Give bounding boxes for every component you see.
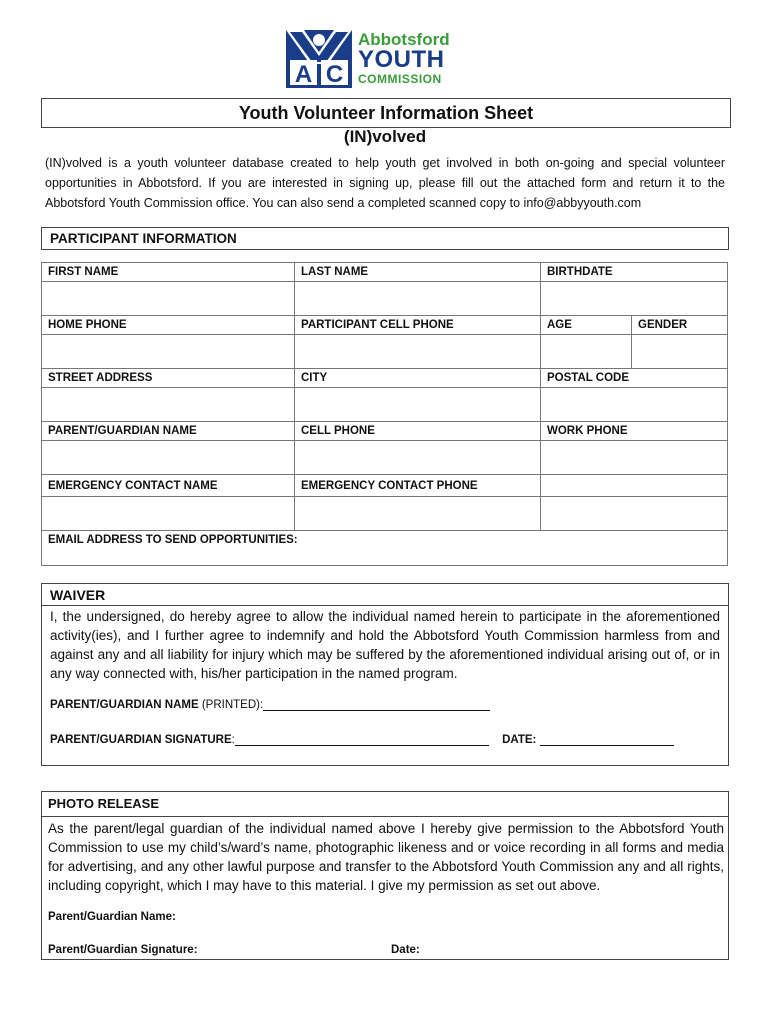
street-address-field[interactable] [42,388,295,422]
waiver-text: I, the undersigned, do hereby agree to allow the individual named herein to participate in the aforementioned activity(ies), and I further agree to indemnify and hold the Abbotsford Youth Commission harmless from and against any and all liability for injury which may be suffered by the aforementioned individual arising out of, or in any way connected with, his/her participation in the named program. [50,609,720,681]
guardian-name-label: PARENT/GUARDIAN NAME [42,422,295,441]
participant-section-heading: PARTICIPANT INFORMATION [41,227,729,250]
gender-field[interactable] [632,335,728,369]
age-label: AGE [541,316,632,335]
home-phone-label: HOME PHONE [42,316,295,335]
postal-code-label: POSTAL CODE [541,369,728,388]
title-box [41,98,731,128]
waiver-guardian-name-underline[interactable] [263,698,490,711]
waiver-signature-label: PARENT/GUARDIAN SIGNATURE [50,734,232,746]
photo-release-text: As the parent/legal guardian of the individual named above I hereby give permission to the Abbotsford Youth Commission to use my child’s/ward’s name, photographic likeness and or voice recording in all forms and media for advertising, and any other lawful purpose and transfer to the Abbotsford Youth Commission any and all rights, including copyright, which I may have to this material. I give my permission as set out above. [48,821,724,893]
gender-label: GENDER [632,316,728,335]
cell-phone-label: PARTICIPANT CELL PHONE [295,316,541,335]
logo-mark-icon [286,30,352,88]
guardian-name-field[interactable] [42,441,295,475]
logo-letter-c: C [325,61,344,88]
page-subtitle: (IN)volved [343,127,427,146]
waiver-printed-label: (PRINTED): [198,699,264,711]
waiver-heading: WAIVER [42,584,728,606]
photo-guardian-signature-label[interactable]: Parent/Guardian Signature: [48,944,198,956]
work-phone-field[interactable] [541,441,728,475]
waiver-signature-underline[interactable] [235,733,489,746]
guardian-cell-field[interactable] [295,441,541,475]
logo-line-youth: YOUTH [358,46,445,73]
intro-paragraph: (IN)volved is a youth volunteer database created to help youth get involved in both on-going and special volunteer opportunities in Abbotsford. If you are interested in signing up, please fill out the attached form and return it to the Abbotsford Youth Commission office. You can also send a completed scanned copy to info@abbyyouth.com [45,156,725,210]
emergency-extra-field[interactable] [541,497,728,531]
participant-table [41,262,728,566]
logo-line-abbotsford: Abbotsford [358,30,450,49]
first-name-field[interactable] [42,282,295,316]
waiver-signature-colon: : [231,734,235,746]
waiver-date-label: DATE: [502,734,540,746]
waiver-section [41,583,729,766]
street-address-label: STREET ADDRESS [42,369,295,388]
page-title: Youth Volunteer Information Sheet [238,103,534,123]
city-field[interactable] [295,388,541,422]
emergency-phone-label: EMERGENCY CONTACT PHONE [295,475,541,497]
emergency-name-field[interactable] [42,497,295,531]
waiver-date-underline[interactable] [540,733,674,746]
last-name-field[interactable] [295,282,541,316]
city-label: CITY [295,369,541,388]
work-phone-label: WORK PHONE [541,422,728,441]
home-phone-field[interactable] [42,335,295,369]
logo-letter-a: A [294,61,313,88]
age-field[interactable] [541,335,632,369]
postal-code-field[interactable] [541,388,728,422]
waiver-signature-line[interactable] [50,733,730,746]
photo-release-heading: PHOTO RELEASE [42,792,728,817]
first-name-label: FIRST NAME [42,263,295,282]
emergency-empty-cell [541,475,728,497]
aby-logo [286,30,486,88]
photo-date-label[interactable]: Date: [391,944,420,956]
guardian-cell-label: CELL PHONE [295,422,541,441]
photo-guardian-name-label[interactable]: Parent/Guardian Name: [48,911,176,923]
last-name-label: LAST NAME [295,263,541,282]
emergency-name-label: EMERGENCY CONTACT NAME [42,475,295,497]
email-field[interactable] [42,531,728,566]
email-label: EMAIL ADDRESS TO SEND OPPORTUNITIES: [48,534,298,546]
waiver-guardian-name-label: PARENT/GUARDIAN NAME [50,699,199,711]
logo-line-commission: COMMISSION [358,72,442,86]
birthdate-field[interactable] [541,282,728,316]
birthdate-label: BIRTHDATE [541,263,728,282]
emergency-phone-field[interactable] [295,497,541,531]
photo-release-section [41,791,729,960]
waiver-guardian-name-line[interactable] [50,698,490,711]
cell-phone-field[interactable] [295,335,541,369]
